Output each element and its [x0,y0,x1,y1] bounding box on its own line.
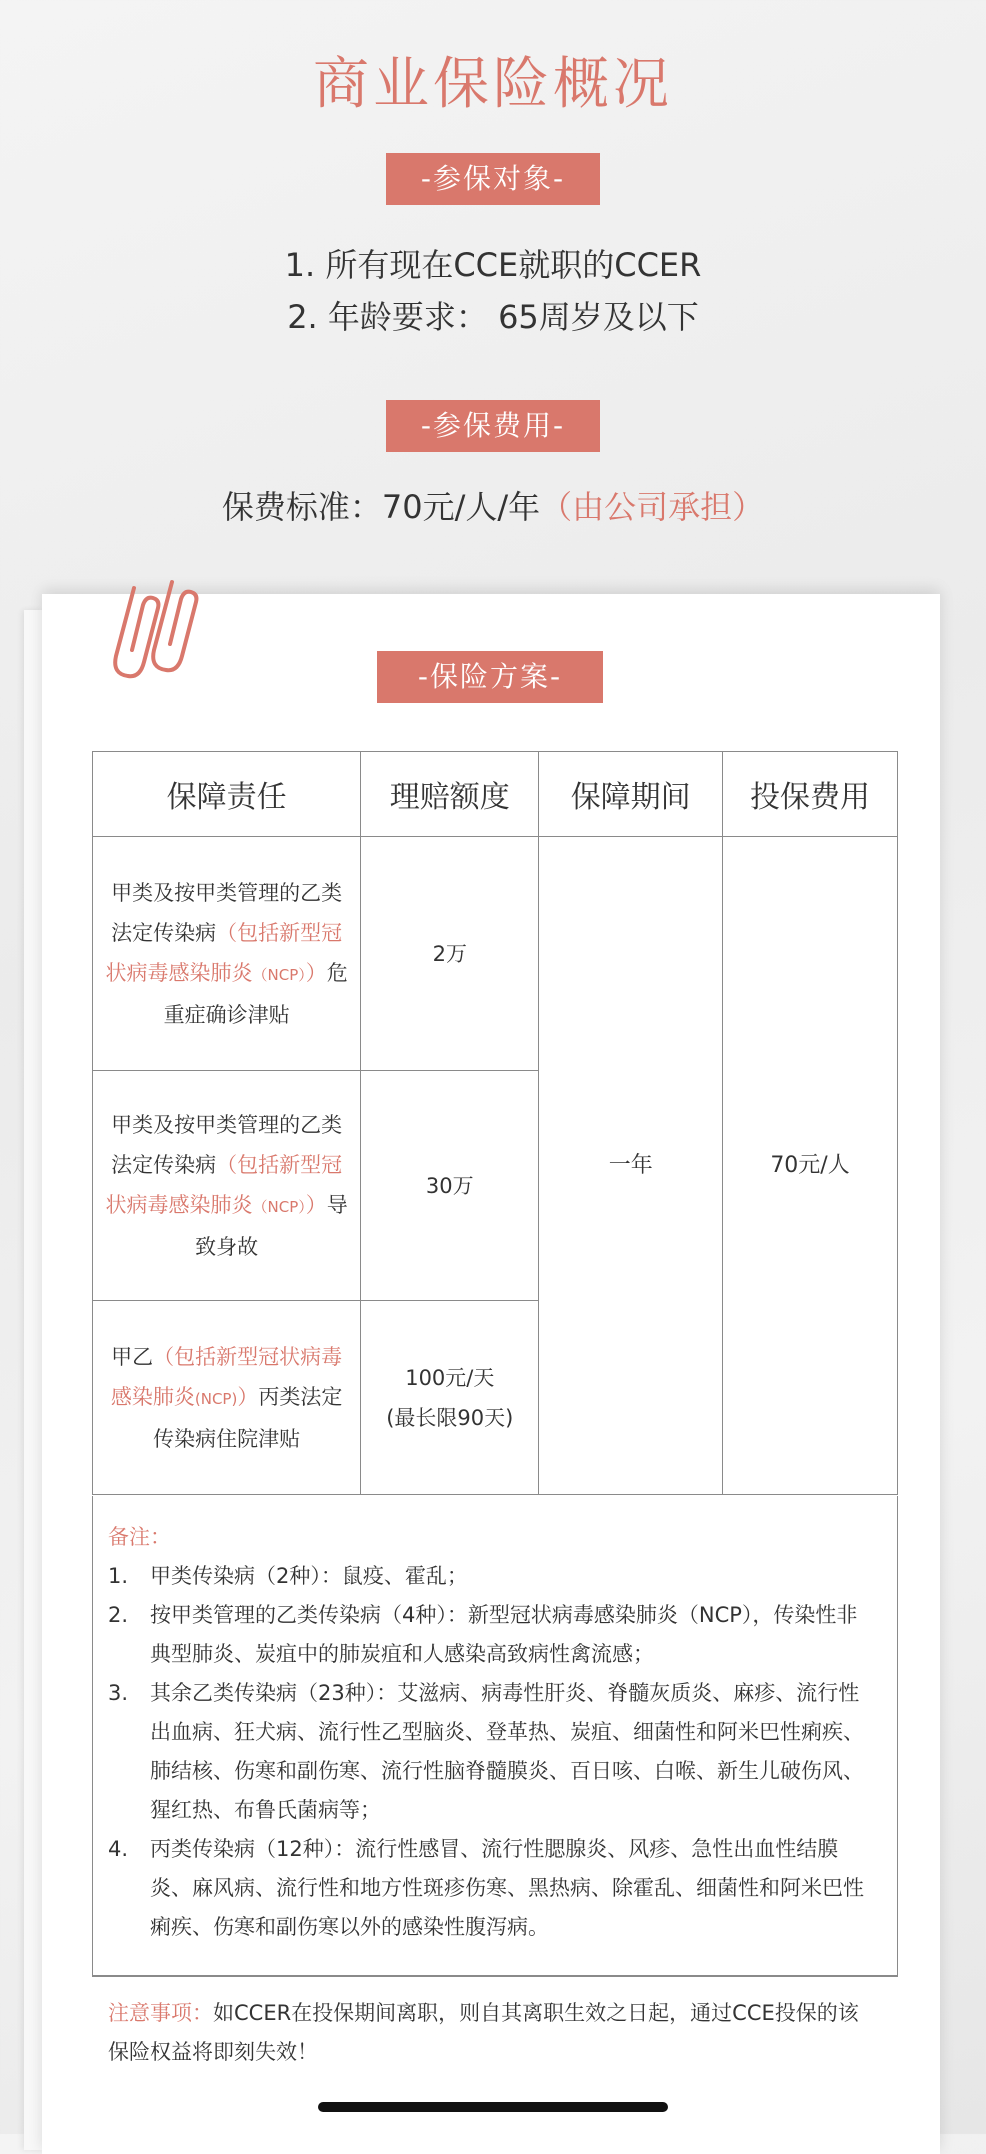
amount-cell: 100元/天 (最长限90天) [361,1301,539,1495]
eligibility-line-1: 1. 所有现在CCE就职的CCER [284,246,702,284]
notes-header: 备注： [108,1525,171,1549]
notes-section [108,1518,878,1947]
coverage-cell: 甲类及按甲类管理的乙类法定传染病（包括新型冠状病毒感染肺炎（NCP））导致身故 [93,1071,361,1301]
fee-standard: 保费标准：70元/人/年 [221,488,541,526]
period-cell: 一年 [539,837,723,1495]
eligibility-line-2: 2. 年龄要求： 65周岁及以下 [287,298,699,336]
fee-line [0,482,986,528]
table-row [93,837,898,1071]
list-item: 1. 甲类传染病（2种）：鼠疫、霍乱； [108,1564,468,1588]
section-tag-plan: -保险方案- [377,651,603,703]
section-tag-eligibility: -参保对象- [386,153,600,205]
coverage-cell: 甲类及按甲类管理的乙类法定传染病（包括新型冠状病毒感染肺炎（NCP））危重症确诊津贴 [93,837,361,1071]
list-item: 2. 按甲类管理的乙类传染病（4种）：新型冠状病毒感染肺炎（NCP），传染性非典型肺炎、炭疽中的肺炭疽和人感染高致病性禽流感； [108,1603,858,1666]
amount-cell: 2万 [361,837,539,1071]
coverage-cell: 甲乙（包括新型冠状病毒感染肺炎(NCP)）丙类法定传染病住院津贴 [93,1301,361,1495]
fee-cell: 70元/人 [723,837,898,1495]
list-item: 3. 其余乙类传染病（23种）：艾滋病、病毒性肝炎、脊髓灰质炎、麻疹、流行性出血病、狂犬病、流行性乙型脑炎、登革热、炭疽、细菌性和阿米巴性痢疾、肺结核、伤寒和副伤寒、流行性脑脊髓膜炎、百日咳、白喉、新生儿破伤风、猩红热、布鲁氏菌病等； [108,1681,864,1822]
paperclip-icon [110,578,200,688]
caution-section [108,1994,878,2072]
fee-payer-note: （由公司承担） [540,488,765,526]
header-period: 保障期间 [539,752,723,837]
caution-label: 注意事项： [108,2001,213,2025]
coverage-table [92,751,898,1495]
header-fee: 投保费用 [723,752,898,837]
paper-back-sheet [24,610,44,2150]
header-amount: 理赔额度 [361,752,539,837]
amount-cell: 30万 [361,1071,539,1301]
home-indicator[interactable] [318,2102,668,2112]
section-tag-fee: -参保费用- [386,400,600,452]
page-title: 商业保险概况 [313,52,673,117]
caution-text: 如CCER在投保期间离职，则自其离职生效之日起，通过CCE投保的该保险权益将即刻失效！ [108,2001,859,2064]
header-coverage: 保障责任 [93,752,361,837]
caution-divider [92,1976,898,1977]
table-header-row [93,752,898,837]
list-item: 4. 丙类传染病（12种）：流行性感冒、流行性腮腺炎、风疹、急性出血性结膜炎、麻风病、流行性和地方性斑疹伤寒、黑热病、除霍乱、细菌性和阿米巴性痢疾、伤寒和副伤寒以外的感染性腹泻病。 [108,1837,864,1939]
